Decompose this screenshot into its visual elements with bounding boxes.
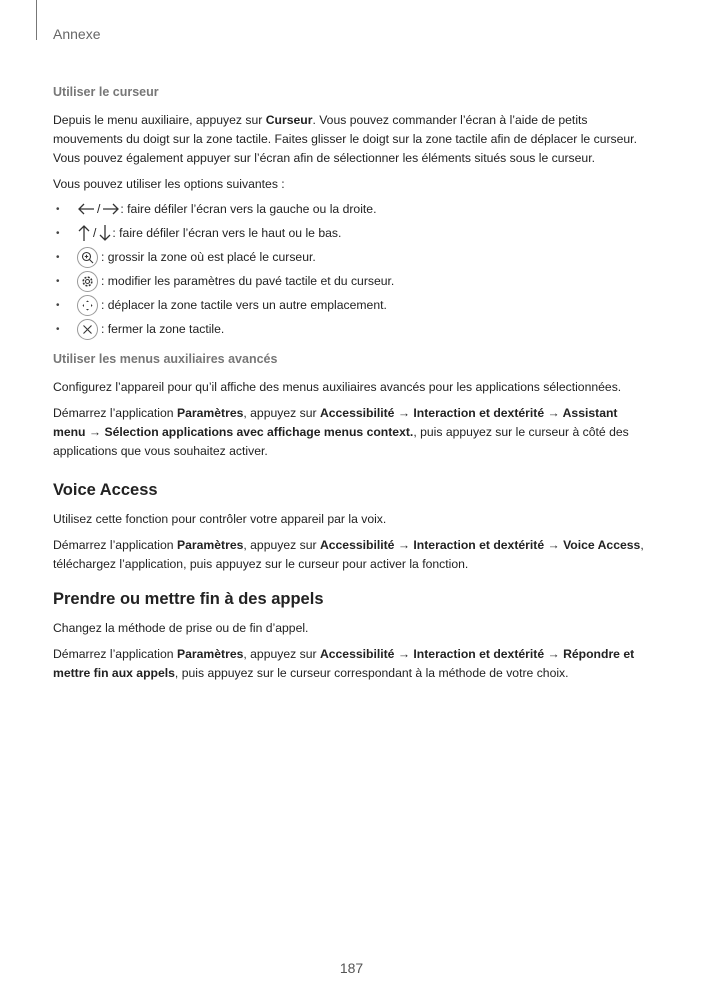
option-text: : faire défiler l’écran vers la gauche ou la droite. xyxy=(120,201,377,216)
right-arrow-icon xyxy=(102,202,120,216)
cursor-intro: Depuis le menu auxiliaire, appuyez sur Curseur. Vous pouvez commander l’écran à l’aide de petits mouvements du doigt sur la zone tactile. Faites glisser le doigt sur la zone tactile afin de déplacer le curseur. Vous pouvez également appuyer sur l’écran afin de sélectionner les éléments situés sous le curseur. xyxy=(53,113,637,165)
down-arrow-icon xyxy=(98,224,112,242)
list-item xyxy=(53,293,653,317)
list-item xyxy=(53,269,653,293)
voice-access-intro: Utilisez cette fonction pour contrôler votre appareil par la voix. xyxy=(53,512,387,526)
cursor-menu-term: Curseur xyxy=(265,113,313,127)
slash: • / xyxy=(97,201,101,216)
magnifier-icon xyxy=(77,247,98,268)
section-label: Annexe xyxy=(53,26,101,42)
page-number: 187 xyxy=(339,960,364,976)
cursor-heading: Utiliser le curseur xyxy=(53,85,159,99)
cursor-options-intro: Vous pouvez utiliser les options suivantes : xyxy=(53,177,285,191)
page-content xyxy=(53,83,653,690)
option-text: • : déplacer la zone tactile vers un autre emplacement. xyxy=(101,297,387,312)
list-item xyxy=(53,221,653,245)
header-rule xyxy=(36,0,37,40)
move-icon xyxy=(77,295,98,316)
advanced-menus-intro: Configurez l’appareil pour qu’il affiche des menus auxiliaires avancés pour les applications sélectionnées. xyxy=(53,380,622,394)
advanced-menus-heading: Utiliser les menus auxiliaires avancés xyxy=(53,352,278,366)
left-arrow-icon xyxy=(77,202,95,216)
list-item xyxy=(53,317,653,341)
settings-gear-icon xyxy=(77,271,98,292)
list-item xyxy=(53,197,653,221)
option-text: • : modifier les paramètres du pavé tactile et du curseur. xyxy=(101,273,395,288)
close-icon xyxy=(77,319,98,340)
option-text: : faire défiler l’écran vers le haut ou le bas. xyxy=(112,225,342,240)
cursor-options-list xyxy=(53,197,653,341)
calls-intro: Changez la méthode de prise ou de fin d’appel. xyxy=(53,621,309,635)
advanced-menus-steps: Démarrez l’application Paramètres, appuyez sur Accessibilité → Interaction et dextérité → Assistant menu → Sélection applications avec affichage menus context., puis appuyez sur le curseur à côté des applications que vous souhaitez activer. xyxy=(53,406,629,458)
calls-heading: Prendre ou mettre fin à des appels xyxy=(53,590,324,608)
slash: • / xyxy=(93,225,97,240)
voice-access-steps: Démarrez l’application Paramètres, appuyez sur Accessibilité → Interaction et dextérité → Voice Access, téléchargez l’application, puis appuyez sur le curseur pour activer la fonction. xyxy=(53,538,644,571)
up-arrow-icon xyxy=(77,224,91,242)
option-text: • : fermer la zone tactile. xyxy=(101,321,225,336)
option-text: • : grossir la zone où est placé le curseur. xyxy=(101,249,316,264)
calls-steps: Démarrez l’application Paramètres, appuyez sur Accessibilité → Interaction et dextérité → Répondre et mettre fin aux appels, puis appuyez sur le curseur correspondant à la méthode de votre choix. xyxy=(53,647,635,680)
voice-access-heading: Voice Access xyxy=(53,481,158,499)
list-item xyxy=(53,245,653,269)
